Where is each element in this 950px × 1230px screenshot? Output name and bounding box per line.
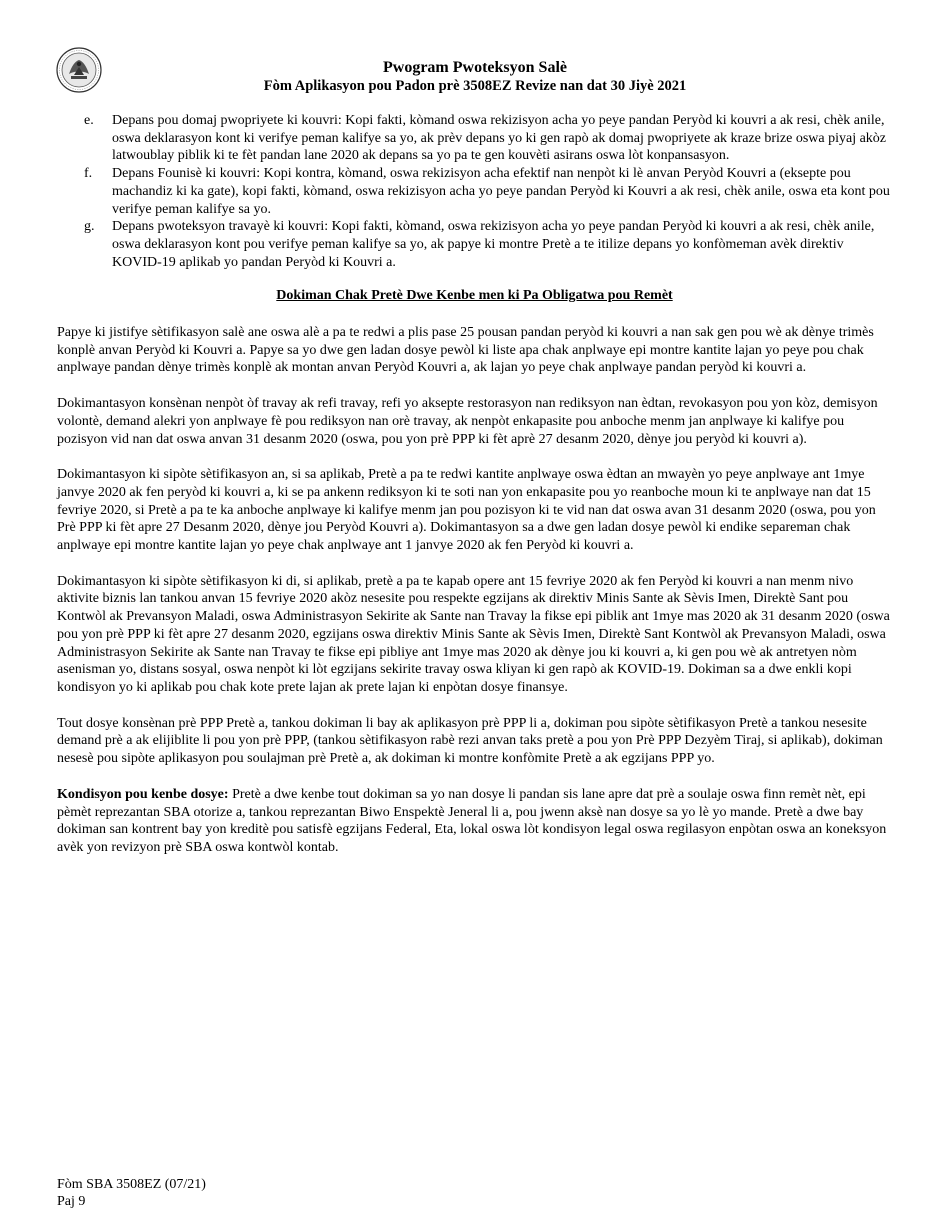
paragraph: Tout dosye konsènan prè PPP Pretè a, tankou dokiman li bay ak aplikasyon prè PPP li a, dokiman pou sipòte sètifikasyon Pretè a tankou nesesite demand prè a ak elijiblite li pou yon prè PPP, (tankou sètifikasyon rabè rezi anvan taks pretè a pou yon Prè PPP Dezyèm Tiraj, si aplikab), dokiman nesesè pou sipòte aplikasyon pou soulajman prè Pretè a, ak dokiman ki montre konfòmite Pretè a ak egzijans PPP yo. [57,715,883,767]
list-item [57,218,892,271]
list-item [57,165,892,218]
list-marker: e. [84,113,94,128]
paragraph: Dokimantasyon ki sipòte sètifikasyon ki di, si aplikab, pretè a pa te kapab opere ant 15 fevriye 2020 ak fen Peryòd ki kouvri a nan menm nivo aktivite biznis lan tankou anvan 15 fevriye 2020 akòz nesesite pou respekte egzijans ak direktiv Minis Sante ak Sèvis Imen, Direktè Sant pou Kontwòl ak Prevansyon Maladi, oswa Administrasyon Sekirite ak Sante nan Travay la fikse epi piblik ant 1mye mas 2020 ak 31 desanm 2020 (oswa pou yon prè PPP ki fèt apre 27 desanm 2020, egzijans oswa direktiv Minis Sante ak Sèvis Imen, Direktè Sant Kontwòl ak Prevansyon Maladi, oswa Administrasyon Sekirite ak Sante nan Travay te fikse epi pibliye ant 1mye mas 2020 ak dènye jou ki kouvri a, ki gen pou wè ak antretyen nòm asenisman yo, distans sosyal, oswa nenpòt ki lòt egzijans sekirite travay oswa kliyan ki gen rapò ak KOVID-19. Dokiman sa a dwe enkli kopi kondisyon yo ki aplikab pou chak kote prete lajan ak prete lajan ki enpòtan dosye finansye. [57,573,890,695]
list-item-text: Depans pwoteksyon travayè ki kouvri: Kopi fakti, kòmand, oswa rekizisyon acha yo peye pandan Peryòd ki kouvri a ak resi, chèk anile, oswa deklarasyon kont pou verifye peman kalifye sa yo, ak papye ki montre Pretè a te itilize depans yo konfòmeman avèk direktiv KOVID-19 aplikab yo pandan Peryòd ki Kouvri a. [112,219,875,270]
document-header [150,58,800,95]
paragraph: Papye ki jistifye sètifikasyon salè ane oswa alè a pa te redwi a plis pase 25 pousan pandan peryòd ki kouvri a nan sak gen pou wè ak dènye trimès konplè anvan Peryòd ki Kouvri a. Papye sa yo dwe gen ladan dosye pewòl ki liste apa chak anplwaye epi montre kantite lajan yo peye pou chak anplwaye pandan dènye trimès konplè ak montan anvan Peryòd Kouvri a, ak lajan yo peye chak anplwaye pandan peryòd ki kouvri a. [57,325,874,376]
form-subtitle: Fòm Aplikasyon pou Padon prè 3508EZ Revize nan dat 30 Jiyè 2021 [263,78,687,94]
section-title: Dokiman Chak Pretè Dwe Kenbe men ki Pa Obligatwa pou Remèt [276,288,673,304]
list-item-text: Depans pou domaj pwopriyete ki kouvri: Kopi fakti, kòmand oswa rekizisyon acha yo peye pandan Peryòd ki kouvri a ak resi, chèk anile, oswa deklarasyon kont ki verifye peman kalifye sa yo, ak prèv depans yo ki gen rapò ak domaj pwopriyete ak kraze brize oswa piyaj akòz latwoublay piblik ki te fèt pandan lane 2020 ak depans sa yo pa te gen kouvèti asirans oswa lòt konpansasyon. [112,113,887,164]
list-marker: f. [84,166,93,182]
form-id: Fòm SBA 3508EZ (07/21) [57,1177,206,1192]
list-item [57,112,892,165]
sba-seal-icon [56,47,102,93]
expense-list [57,112,892,271]
retention-label: Kondisyon pou kenbe dosye: [57,786,229,802]
page-footer [57,1176,206,1210]
paragraph: Dokimantasyon ki sipòte sètifikasyon an, si sa aplikab, Pretè a pa te redwi kantite anplwaye oswa èdtan an mwayèn yo peye anplwaye ant 1mye janvye 2020 ak fen peryòd ki kouvri a, ki se pa ankenn rediksyon ki te soti nan yon enkapasite pou yo reanboche moun ki te anplwaye nan dat 15 fevriye 2020, si Pretè a pa te ka anboche anplwaye ki kalifye menm jan pou pozisyon ki te vid nan dat oswa avan 31 desanm 2020 (oswa, pou yon Prè PPP ki fèt apre 27 Desanm 2020, dènye jou Peryòd Kouvri a). Dokimantasyon sa a dwe gen ladan dosye pewòl ki endike separeman chak anplwaye epi montre kantite lajan yo peye chak anplwaye ant 1 janvye 2020 ak fen Peryòd ki kouvri a. [57,467,876,554]
document-body [57,112,892,875]
list-marker: g. [84,219,95,235]
page-number: Paj 9 [57,1194,86,1209]
program-title: Pwogram Pwoteksyon Salè [383,59,567,76]
retention-paragraph [57,786,892,857]
list-item-text: Depans Founisè ki kouvri: Kopi kontra, kòmand, oswa rekizisyon acha efektif nan nenpòt ki lè anvan Peryòd Kouvri a (eksepte pou machandiz ki ka gate), kopi fakti, kòmand, oswa rekizisyon acha yo peye pandan Peryòd ki Kouvri a ak resi, chèk anile, oswa eta kont pou verifye peman kalifye sa yo. [112,166,890,217]
retention-text: Pretè a dwe kenbe tout dokiman sa yo nan dosye li pandan sis lane apre dat prè a soulaje oswa finn remèt nèt, epi pèmèt reprezantan SBA otorize a, tankou reprezantan Biwo Enspektè Jeneral li a, pou jwenn aksè nan dosye sa yo lè yo mande. Pretè a dwe bay dokiman san kontrent bay yon kreditè pou satisfè egzijans Federal, Eta, lokal oswa lòt kondisyon legal oswa regilasyon enpòtan oswa an koneksyon avèk yon revizyon prè SBA oswa kontwòl kontab. [57,786,887,855]
paragraph: Dokimantasyon konsènan nenpòt òf travay ak refi travay, refi yo aksepte restorasyon nan rediksyon nan èdtan, revokasyon pou yon kòz, demisyon volontè, demand alekri yon anplwaye fè pou rediksyon nan orè travay, ak nenpòt enkapasite pou anboche menm jan anplwaye ki kalifye pou pozisyon vid nan dat oswa anvan 31 desanm 2020 (oswa, pou yon prè PPP ki fèt aprè 27 desanm 2020, dènye jou peryòd ki kouvri a). [57,396,878,447]
